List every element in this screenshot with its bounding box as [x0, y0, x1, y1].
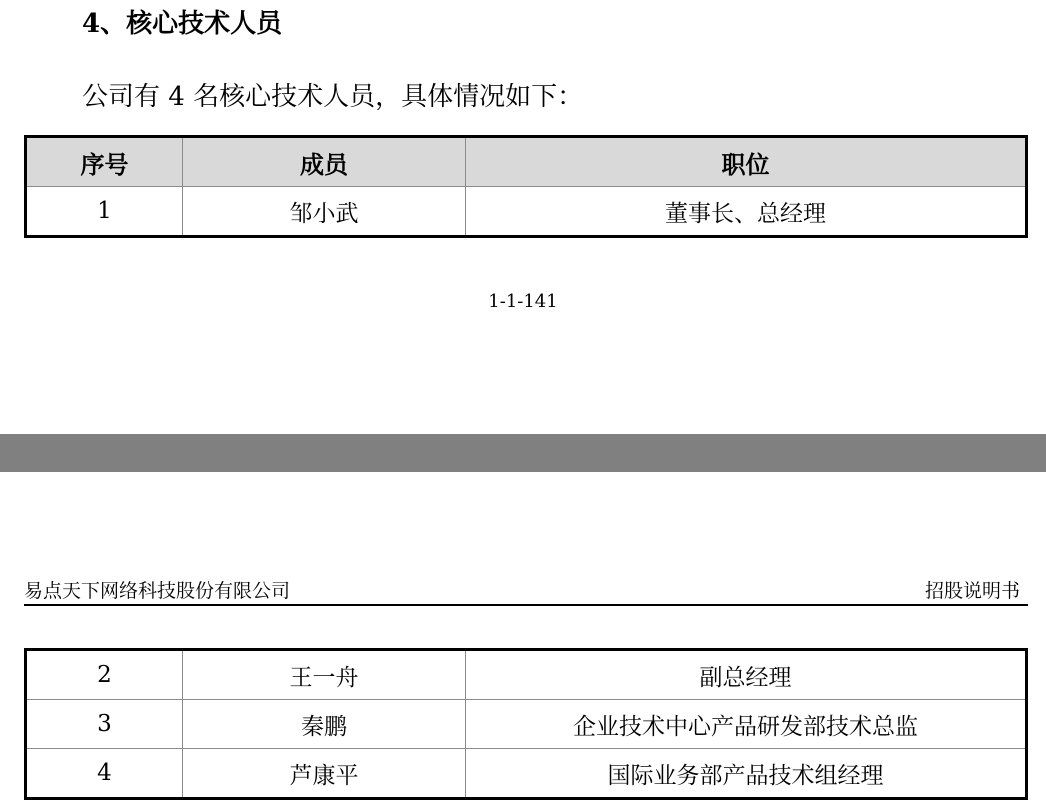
cell-position: 董事长、总经理 [466, 187, 1027, 237]
document-header-company: 易点天下网络科技股份有限公司 [24, 580, 291, 602]
table-row [26, 187, 1027, 237]
cell-member: 秦鹏 [183, 700, 466, 749]
table-row [26, 749, 1027, 799]
cell-index: 3 [26, 700, 183, 749]
col-header-position: 职位 [466, 137, 1027, 187]
table-row [26, 650, 1027, 700]
col-header-index: 序号 [26, 137, 183, 187]
cell-member: 芦康平 [183, 749, 466, 799]
cell-index: 1 [26, 187, 183, 237]
section-heading: 4、核心技术人员 [82, 9, 283, 39]
cell-member: 王一舟 [183, 650, 466, 700]
core-staff-table-part1 [24, 135, 1028, 238]
document-header-title: 招股说明书 [924, 580, 1020, 602]
cell-position: 国际业务部产品技术组经理 [466, 749, 1027, 799]
table-row [26, 700, 1027, 749]
table-header-row [26, 137, 1027, 187]
cell-index: 4 [26, 749, 183, 799]
col-header-member: 成员 [183, 137, 466, 187]
cell-position: 企业技术中心产品研发部技术总监 [466, 700, 1027, 749]
page-separator [0, 434, 1046, 472]
core-staff-table-part2 [24, 648, 1028, 800]
cell-index: 2 [26, 650, 183, 700]
cell-member: 邹小武 [183, 187, 466, 237]
intro-paragraph: 公司有 4 名核心技术人员，具体情况如下： [82, 82, 584, 112]
header-rule [24, 604, 1028, 606]
cell-position: 副总经理 [466, 650, 1027, 700]
page-number: 1-1-141 [488, 291, 558, 312]
